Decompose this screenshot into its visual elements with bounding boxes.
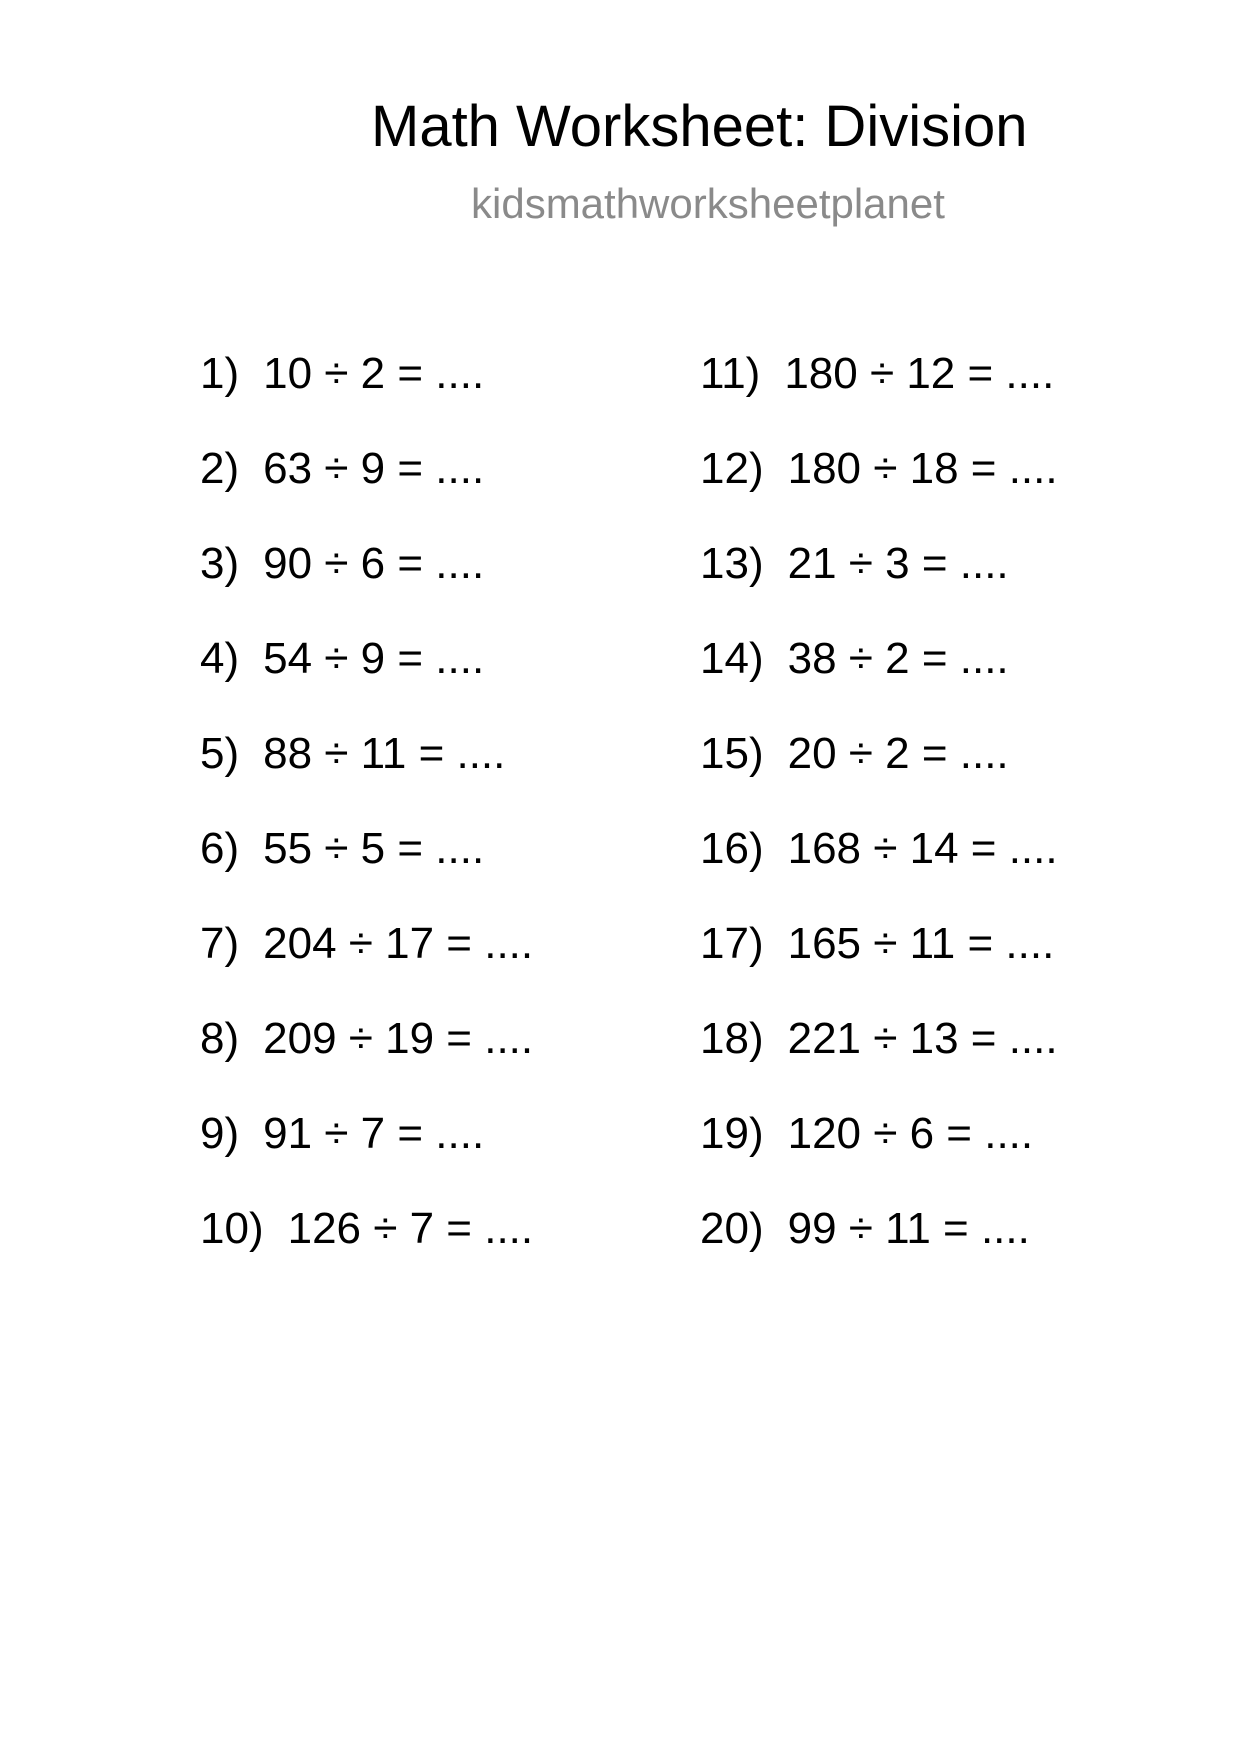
problem-number: 13) <box>700 539 764 588</box>
problem-number: 16) <box>700 824 764 873</box>
problem-19 <box>700 1109 1058 1207</box>
problem-expression: 120 ÷ 6 = .... <box>787 1109 1034 1158</box>
problem-expression: 209 ÷ 19 = .... <box>263 1014 534 1063</box>
problem-expression: 54 ÷ 9 = .... <box>263 634 485 683</box>
problem-expression: 180 ÷ 18 = .... <box>787 444 1058 493</box>
problem-number: 20) <box>700 1204 764 1253</box>
problem-15 <box>700 729 1058 827</box>
problem-expression: 126 ÷ 7 = .... <box>287 1204 534 1253</box>
problem-number: 2) <box>200 444 240 493</box>
problem-11 <box>700 349 1058 447</box>
problem-18 <box>700 1014 1058 1112</box>
problem-expression: 168 ÷ 14 = .... <box>787 824 1058 873</box>
problem-8 <box>200 1014 534 1112</box>
problem-expression: 165 ÷ 11 = .... <box>787 919 1055 968</box>
problem-number: 17) <box>700 919 764 968</box>
problem-3 <box>200 539 533 637</box>
problem-number: 19) <box>700 1109 764 1158</box>
problem-list-right <box>700 349 1058 1302</box>
problem-14 <box>700 634 1058 732</box>
problem-13 <box>700 539 1058 637</box>
problem-expression: 180 ÷ 12 = .... <box>784 349 1055 398</box>
problem-number: 14) <box>700 634 764 683</box>
problem-number: 18) <box>700 1014 764 1063</box>
problem-number: 6) <box>200 824 240 873</box>
problem-7 <box>200 919 534 1017</box>
problem-expression: 63 ÷ 9 = .... <box>263 444 485 493</box>
problem-expression: 21 ÷ 3 = .... <box>787 539 1009 588</box>
problem-5 <box>200 729 533 827</box>
problem-expression: 10 ÷ 2 = .... <box>263 349 485 398</box>
problem-expression: 55 ÷ 5 = .... <box>263 824 485 873</box>
problem-2 <box>200 444 533 542</box>
problem-number: 12) <box>700 444 764 493</box>
page-subtitle: kidsmathworksheetplanet <box>471 180 945 227</box>
problem-expression: 88 ÷ 11 = .... <box>263 729 506 778</box>
problem-number: 9) <box>200 1109 240 1158</box>
problem-number: 1) <box>200 349 240 398</box>
problem-expression: 38 ÷ 2 = .... <box>787 634 1009 683</box>
problem-10 <box>200 1204 534 1302</box>
problem-number: 8) <box>200 1014 240 1063</box>
problem-list-left <box>200 349 534 1302</box>
problem-expression: 221 ÷ 13 = .... <box>787 1014 1058 1063</box>
problem-4 <box>200 634 533 732</box>
problem-number: 7) <box>200 919 240 968</box>
problem-20 <box>700 1204 1058 1302</box>
problem-17 <box>700 919 1058 1017</box>
problem-expression: 20 ÷ 2 = .... <box>787 729 1009 778</box>
problem-9 <box>200 1109 533 1207</box>
problem-expression: 91 ÷ 7 = .... <box>263 1109 485 1158</box>
problem-expression: 99 ÷ 11 = .... <box>787 1204 1030 1253</box>
problem-number: 5) <box>200 729 240 778</box>
page-title: Math Worksheet: Division <box>371 94 1028 159</box>
problem-expression: 90 ÷ 6 = .... <box>263 539 485 588</box>
problem-1 <box>200 349 533 447</box>
problem-expression: 204 ÷ 17 = .... <box>263 919 534 968</box>
problem-6 <box>200 824 533 922</box>
problem-number: 15) <box>700 729 764 778</box>
problem-12 <box>700 444 1058 542</box>
problem-16 <box>700 824 1058 922</box>
problem-number: 4) <box>200 634 240 683</box>
problem-number: 3) <box>200 539 240 588</box>
problem-number: 11) <box>700 349 761 398</box>
problem-number: 10) <box>200 1204 264 1253</box>
